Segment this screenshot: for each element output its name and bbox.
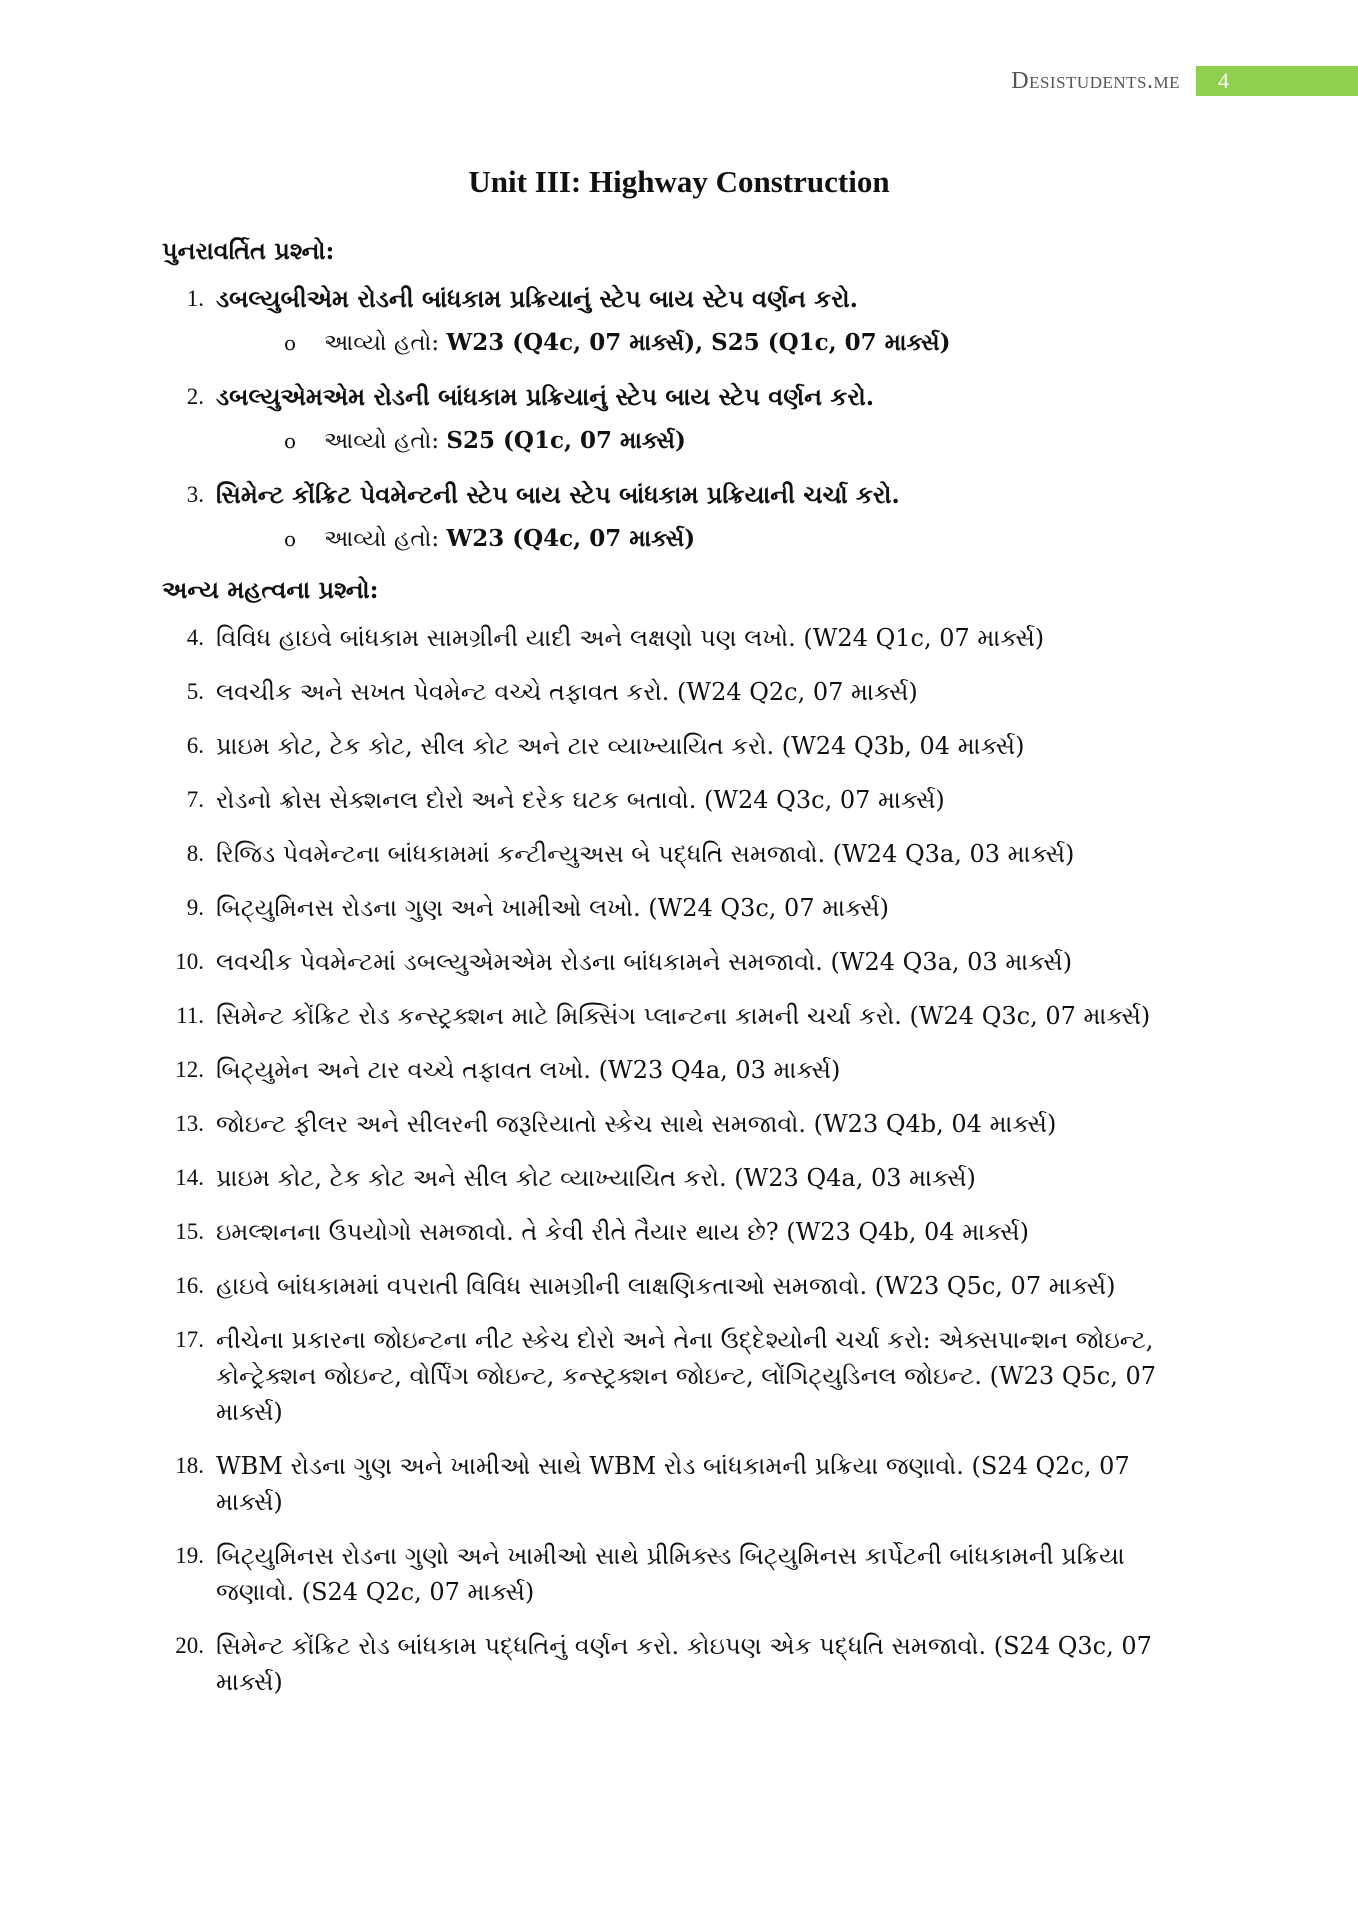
item-text: લવચીક પેવમેન્ટમાં ડબલ્યુએમએમ રોડના બાંધકામને સમજાવો. (W24 Q3a, 03 માર્ક્સ) — [216, 948, 1073, 976]
list-item — [162, 379, 1202, 415]
list-item — [162, 1214, 1202, 1250]
item-number: 14. — [175, 1165, 204, 1190]
list-item — [162, 890, 1202, 926]
asked-label: આવ્યો હતો: — [324, 428, 440, 454]
list-item — [162, 782, 1202, 818]
bullet-icon: o — [284, 527, 297, 551]
item-text: પ્રાઇમ કોટ, ટેક કોટ અને સીલ કોટ વ્યાખ્યાયિત કરો. (W23 Q4a, 03 માર્ક્સ) — [216, 1164, 976, 1192]
item-text: સિમેન્ટ કોંક્રિટ પેવમેન્ટની સ્ટેપ બાય સ્ટેપ બાંધકામ પ્રક્રિયાની ચર્ચા કરો. — [216, 480, 900, 509]
item-text: વિવિધ હાઇવે બાંધકામ સામગ્રીની યાદી અને લક્ષણો પણ લખો. (W24 Q1c, 07 માર્ક્સ) — [216, 624, 1045, 652]
list-item — [162, 998, 1202, 1034]
site-name: Desistudents.me — [1011, 67, 1180, 94]
item-number: 17. — [175, 1327, 204, 1352]
asked-info — [162, 423, 1202, 459]
asked-value: W23 (Q4c, 07 માર્ક્સ), S25 (Q1c, 07 માર્ક્સ) — [446, 329, 951, 356]
bullet-icon: o — [284, 429, 297, 453]
other-questions-heading: અન્ય મહત્વના પ્રશ્નો: — [162, 575, 379, 604]
item-number: 16. — [175, 1273, 204, 1298]
asked-label: આવ્યો હતો: — [324, 526, 440, 552]
item-text: રોડનો ક્રોસ સેક્શનલ દોરો અને દરેક ઘટક બતાવો. (W24 Q3c, 07 માર્ક્સ) — [216, 786, 945, 814]
item-number: 1. — [186, 286, 204, 311]
list-item — [162, 1052, 1202, 1088]
list-item — [162, 1268, 1202, 1304]
list-item — [162, 944, 1202, 980]
document-body — [162, 236, 1202, 1718]
unit-title: Unit III: Highway Construction — [468, 164, 890, 199]
list-item — [162, 836, 1202, 872]
item-number: 15. — [175, 1219, 204, 1244]
item-number: 3. — [186, 482, 204, 507]
item-text: ડબલ્યુબીએમ રોડની બાંધકામ પ્રક્રિયાનું સ્ટેપ બાય સ્ટેપ વર્ણન કરો. — [216, 284, 858, 313]
item-number: 2. — [186, 384, 204, 409]
asked-label: આવ્યો હતો: — [324, 330, 440, 356]
list-item — [162, 1628, 1202, 1700]
item-number: 12. — [175, 1057, 204, 1082]
item-text: બિટ્યુમિનસ રોડના ગુણ અને ખામીઓ લખો. (W24 Q3c, 07 માર્ક્સ) — [216, 894, 889, 922]
list-item — [162, 1106, 1202, 1142]
item-text: ડબલ્યુએમએમ રોડની બાંધકામ પ્રક્રિયાનું સ્ટેપ બાય સ્ટેપ વર્ણન કરો. — [216, 382, 875, 411]
item-number: 8. — [186, 841, 204, 866]
item-text: ઇમલ્શનના ઉપયોગો સમજાવો. તે કેવી રીતે તૈયાર થાય છે? (W23 Q4b, 04 માર્ક્સ) — [216, 1218, 1029, 1246]
item-number: 7. — [186, 787, 204, 812]
item-text: પ્રાઇમ કોટ, ટેક કોટ, સીલ કોટ અને ટાર વ્યાખ્યાયિત કરો. (W24 Q3b, 04 માર્ક્સ) — [216, 732, 1025, 760]
list-item — [162, 1448, 1202, 1520]
item-number: 10. — [175, 949, 204, 974]
bullet-icon: o — [284, 331, 297, 355]
item-text: બિટ્યુમેન અને ટાર વચ્ચે તફાવત લખો. (W23 Q4a, 03 માર્ક્સ) — [216, 1056, 841, 1084]
list-item — [162, 1160, 1202, 1196]
item-text: બિટ્યુમિનસ રોડના ગુણો અને ખામીઓ સાથે પ્રીમિક્સ્ડ બિટ્યુમિનસ કાર્પેટની બાંધકામની પ્રક્રિયા જણાવો. (S24 Q2c, 07 માર્ક્સ) — [216, 1542, 1125, 1606]
list-item — [162, 1322, 1202, 1430]
list-item — [162, 477, 1202, 513]
asked-value: W23 (Q4c, 07 માર્ક્સ) — [446, 525, 696, 552]
item-number: 20. — [175, 1633, 204, 1658]
list-item — [162, 1538, 1202, 1610]
item-number: 18. — [175, 1453, 204, 1478]
item-text: જોઇન્ટ ફીલર અને સીલરની જરૂરિયાતો સ્કેચ સાથે સમજાવો. (W23 Q4b, 04 માર્ક્સ) — [216, 1110, 1057, 1138]
item-number: 9. — [186, 895, 204, 920]
asked-value: S25 (Q1c, 07 માર્ક્સ) — [446, 427, 686, 454]
item-number: 13. — [175, 1111, 204, 1136]
item-text: હાઇવે બાંધકામમાં વપરાતી વિવિધ સામગ્રીની લાક્ષણિકતાઓ સમજાવો. (W23 Q5c, 07 માર્ક્સ) — [216, 1272, 1116, 1300]
repeated-questions-heading: પુનરાવર્તિત પ્રશ્નો: — [162, 236, 335, 265]
page-number-badge: 4 — [1196, 66, 1358, 96]
asked-info — [162, 521, 1202, 557]
page-header — [1011, 66, 1358, 96]
item-text: રિજિડ પેવમેન્ટના બાંધકામમાં કન્ટીન્યુઅસ બે પદ્ધતિ સમજાવો. (W24 Q3a, 03 માર્ક્સ) — [216, 840, 1075, 868]
other-questions-list — [162, 620, 1202, 1700]
item-text: સિમેન્ટ કોંક્રિટ રોડ કન્સ્ટ્રક્શન માટે મિક્સિંગ પ્લાન્ટના કામની ચર્ચા કરો. (W24 Q3c, 07 માર્ક્સ) — [216, 1002, 1151, 1030]
item-text: લવચીક અને સખત પેવમેન્ટ વચ્ચે તફાવત કરો. (W24 Q2c, 07 માર્ક્સ) — [216, 678, 918, 706]
item-number: 6. — [186, 733, 204, 758]
list-item — [162, 674, 1202, 710]
item-text: નીચેના પ્રકારના જોઇન્ટના નીટ સ્કેચ દોરો અને તેના ઉદ્દેશ્યોની ચર્ચા કરો: એક્સપાન્શન જોઇન્ટ, કોન્ટ્રેક્શન જોઇન્ટ, વોર્પિંગ જોઇન્ટ, કન્સ્ટ્રક્શન જોઇન્ટ, લોંગિટ્યુડિનલ જોઇન્ટ. (W23 Q5c, 07 માર્ક્સ) — [216, 1326, 1157, 1426]
list-item — [162, 620, 1202, 656]
item-number: 19. — [175, 1543, 204, 1568]
item-text: સિમેન્ટ કોંક્રિટ રોડ બાંધકામ પદ્ધતિનું વર્ણન કરો. કોઇપણ એક પદ્ધતિ સમજાવો. (S24 Q3c, 07 માર્ક્સ) — [216, 1632, 1152, 1696]
item-number: 5. — [186, 679, 204, 704]
item-text: WBM રોડના ગુણ અને ખામીઓ સાથે WBM રોડ બાંધકામની પ્રક્રિયા જણાવો. (S24 Q2c, 07 માર્ક્સ) — [216, 1452, 1130, 1516]
list-item — [162, 728, 1202, 764]
asked-info — [162, 325, 1202, 361]
list-item — [162, 281, 1202, 317]
item-number: 11. — [176, 1003, 204, 1028]
repeated-questions-list — [162, 281, 1202, 557]
item-number: 4. — [186, 625, 204, 650]
